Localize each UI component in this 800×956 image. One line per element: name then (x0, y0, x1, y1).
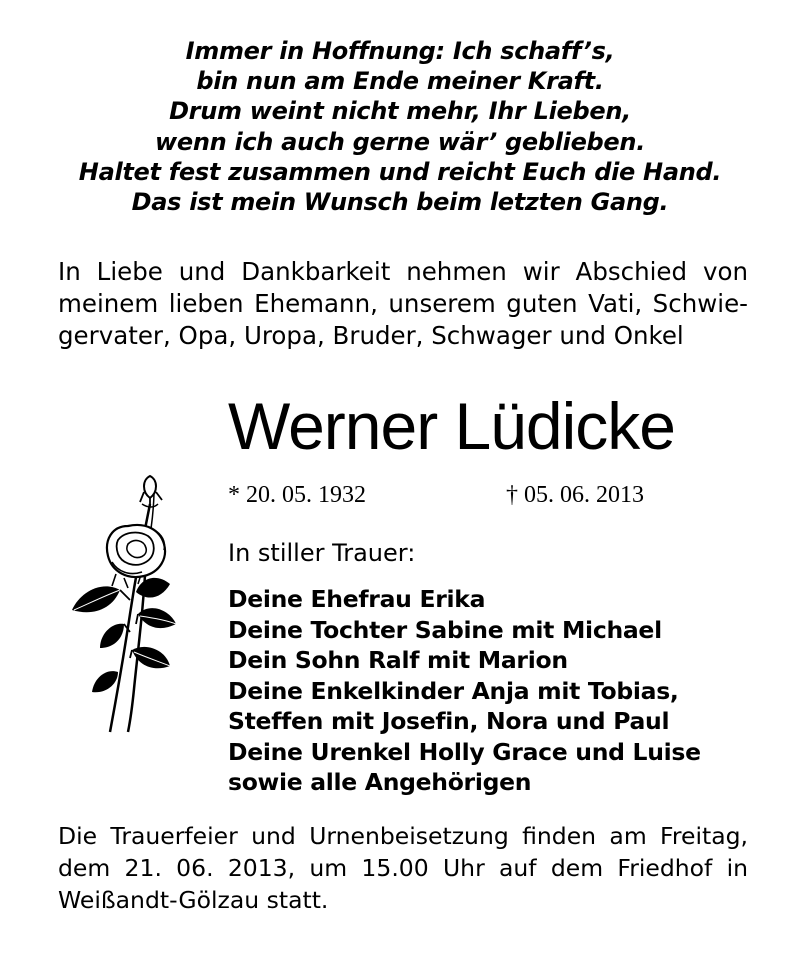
mourner-entry: Deine Ehefrau Erika (228, 585, 486, 613)
poem (0, 36, 800, 217)
funeral-details (58, 820, 748, 916)
mourner-entry: Dein Sohn Ralf mit Marion (228, 646, 568, 674)
poem-line: Das ist mein Wunsch beim letzten Gang. (131, 188, 669, 217)
birth-date: * 20. 05. 1932 (228, 482, 366, 508)
poem-line: wenn ich auch gerne wär’ geblieben. (154, 127, 646, 156)
farewell-line: gervater, Opa, Uropa, Bruder, Schwager und Onkel (58, 321, 684, 350)
mourning-label: In stiller Trauer: (228, 539, 416, 567)
farewell-line: In Liebe und Dankbarkeit nehmen wir Abschied von (58, 257, 748, 286)
mourner-entry: sowie alle Angehörigen (228, 768, 532, 796)
mourner-entry: Deine Urenkel Holly Grace und Luise (228, 737, 701, 766)
farewell-text (58, 256, 748, 352)
death-date: † 05. 06. 2013 (506, 482, 644, 508)
funeral-line: Die Trauerfeier und Urnenbeisetzung finden am Freitag, (58, 822, 748, 850)
poem-line: Drum weint nicht mehr, Ihr Lieben, (169, 97, 631, 126)
funeral-line: dem 21. 06. 2013, um 15.00 Uhr auf dem Friedhof in (58, 854, 748, 882)
poem-line: Haltet fest zusammen und reicht Euch die Hand. (78, 157, 722, 186)
mourner-entry: Steffen mit Josefin, Nora und Paul (228, 707, 670, 735)
rose-icon (58, 464, 188, 734)
mourner-entry: Deine Tochter Sabine mit Michael (228, 615, 662, 644)
mourner-entry: Deine Enkelkinder Anja mit Tobias, (228, 676, 679, 705)
poem-line: bin nun am Ende meiner Kraft. (196, 67, 604, 96)
deceased-name: Werner Lüdicke (228, 389, 676, 463)
farewell-line: meinem lieben Ehemann, unserem guten Vati, Schwie- (58, 289, 748, 318)
funeral-line: Weißandt-Gölzau statt. (58, 886, 329, 914)
poem-line: Immer in Hoffnung: Ich schaff’s, (185, 37, 615, 65)
mourners-list (228, 584, 701, 798)
